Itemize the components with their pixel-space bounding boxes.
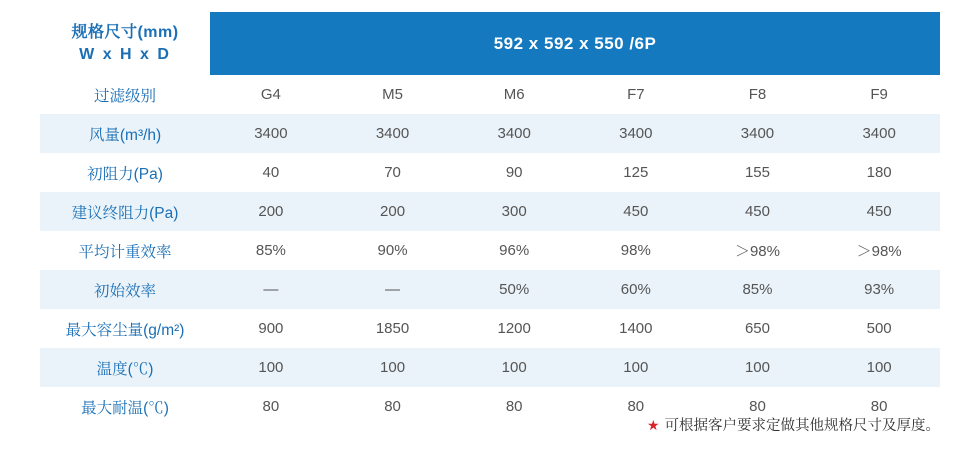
cell-temperature-3: 100 xyxy=(453,348,575,387)
header-dimension-label-line1: 规格尺寸(mm) xyxy=(71,24,179,41)
row-label-initial-efficiency: 初始效率 xyxy=(40,270,210,309)
cell-final-resistance-5: 450 xyxy=(697,192,819,231)
table-body xyxy=(40,75,940,426)
cell-max-temperature-5: 80 xyxy=(697,387,819,426)
cell-final-resistance-3: 300 xyxy=(453,192,575,231)
cell-max-temperature-1: 80 xyxy=(210,387,332,426)
cell-filter-grade-4: F7 xyxy=(575,75,697,114)
cell-max-temperature-6: 80 xyxy=(818,387,940,426)
row-label-final-resistance: 建议终阻力(Pa) xyxy=(40,192,210,231)
cell-air-volume-1: 3400 xyxy=(210,114,332,153)
cell-initial-efficiency-5: 85% xyxy=(697,270,819,309)
row-label-temperature: 温度(℃) xyxy=(40,348,210,387)
cell-air-volume-3: 3400 xyxy=(453,114,575,153)
cell-initial-efficiency-1: — xyxy=(210,270,332,309)
cell-average-gravimetric-efficiency-4: 98% xyxy=(575,231,697,270)
cell-final-resistance-4: 450 xyxy=(575,192,697,231)
specification-table xyxy=(40,12,940,426)
row-label-air-volume: 风量(m³/h) xyxy=(40,114,210,153)
header-dimension-value: 592 x 592 x 550 /6P xyxy=(210,12,940,75)
cell-filter-grade-1: G4 xyxy=(210,75,332,114)
star-icon: ★ xyxy=(646,417,660,433)
cell-air-volume-6: 3400 xyxy=(818,114,940,153)
cell-filter-grade-3: M6 xyxy=(453,75,575,114)
cell-temperature-5: 100 xyxy=(697,348,819,387)
table-row xyxy=(40,270,940,309)
row-label-max-temperature: 最大耐温(℃) xyxy=(40,387,210,426)
table-row xyxy=(40,153,940,192)
cell-max-temperature-3: 80 xyxy=(453,387,575,426)
cell-initial-resistance-5: 155 xyxy=(697,153,819,192)
cell-initial-resistance-2: 70 xyxy=(332,153,454,192)
table-row xyxy=(40,309,940,348)
cell-initial-efficiency-2: — xyxy=(332,270,454,309)
cell-air-volume-5: 3400 xyxy=(697,114,819,153)
cell-initial-efficiency-4: 60% xyxy=(575,270,697,309)
table-row xyxy=(40,231,940,270)
header-dimension-label-line2: W x H x D xyxy=(79,45,171,63)
header-dimension-label xyxy=(40,12,210,75)
table-row xyxy=(40,75,940,114)
cell-temperature-6: 100 xyxy=(818,348,940,387)
cell-initial-efficiency-6: 93% xyxy=(818,270,940,309)
cell-filter-grade-6: F9 xyxy=(818,75,940,114)
cell-max-dust-holding-2: 1850 xyxy=(332,309,454,348)
cell-initial-resistance-1: 40 xyxy=(210,153,332,192)
cell-max-dust-holding-6: 500 xyxy=(818,309,940,348)
cell-final-resistance-2: 200 xyxy=(332,192,454,231)
table-header xyxy=(40,12,940,75)
cell-temperature-2: 100 xyxy=(332,348,454,387)
cell-max-dust-holding-1: 900 xyxy=(210,309,332,348)
footnote xyxy=(647,414,940,435)
cell-final-resistance-1: 200 xyxy=(210,192,332,231)
cell-filter-grade-2: M5 xyxy=(332,75,454,114)
table-row xyxy=(40,114,940,153)
cell-max-dust-holding-4: 1400 xyxy=(575,309,697,348)
cell-initial-resistance-4: 125 xyxy=(575,153,697,192)
footnote-text: 可根据客户要求定做其他规格尺寸及厚度。 xyxy=(664,418,940,434)
table-row xyxy=(40,348,940,387)
table-row xyxy=(40,192,940,231)
header-row xyxy=(40,12,940,75)
cell-air-volume-4: 3400 xyxy=(575,114,697,153)
cell-max-temperature-4: 80 xyxy=(575,387,697,426)
cell-max-temperature-2: 80 xyxy=(332,387,454,426)
cell-average-gravimetric-efficiency-3: 96% xyxy=(453,231,575,270)
cell-air-volume-2: 3400 xyxy=(332,114,454,153)
cell-temperature-1: 100 xyxy=(210,348,332,387)
cell-average-gravimetric-efficiency-6: ＞98% xyxy=(818,231,940,270)
row-label-filter-grade: 过滤级别 xyxy=(40,75,210,114)
cell-average-gravimetric-efficiency-2: 90% xyxy=(332,231,454,270)
cell-initial-efficiency-3: 50% xyxy=(453,270,575,309)
cell-max-dust-holding-5: 650 xyxy=(697,309,819,348)
cell-initial-resistance-6: 180 xyxy=(818,153,940,192)
cell-initial-resistance-3: 90 xyxy=(453,153,575,192)
cell-average-gravimetric-efficiency-5: ＞98% xyxy=(697,231,819,270)
cell-temperature-4: 100 xyxy=(575,348,697,387)
row-label-average-gravimetric-efficiency: 平均计重效率 xyxy=(40,231,210,270)
cell-average-gravimetric-efficiency-1: 85% xyxy=(210,231,332,270)
row-label-max-dust-holding: 最大容尘量(g/m²) xyxy=(40,309,210,348)
cell-max-dust-holding-3: 1200 xyxy=(453,309,575,348)
cell-final-resistance-6: 450 xyxy=(818,192,940,231)
cell-filter-grade-5: F8 xyxy=(697,75,819,114)
row-label-initial-resistance: 初阻力(Pa) xyxy=(40,153,210,192)
